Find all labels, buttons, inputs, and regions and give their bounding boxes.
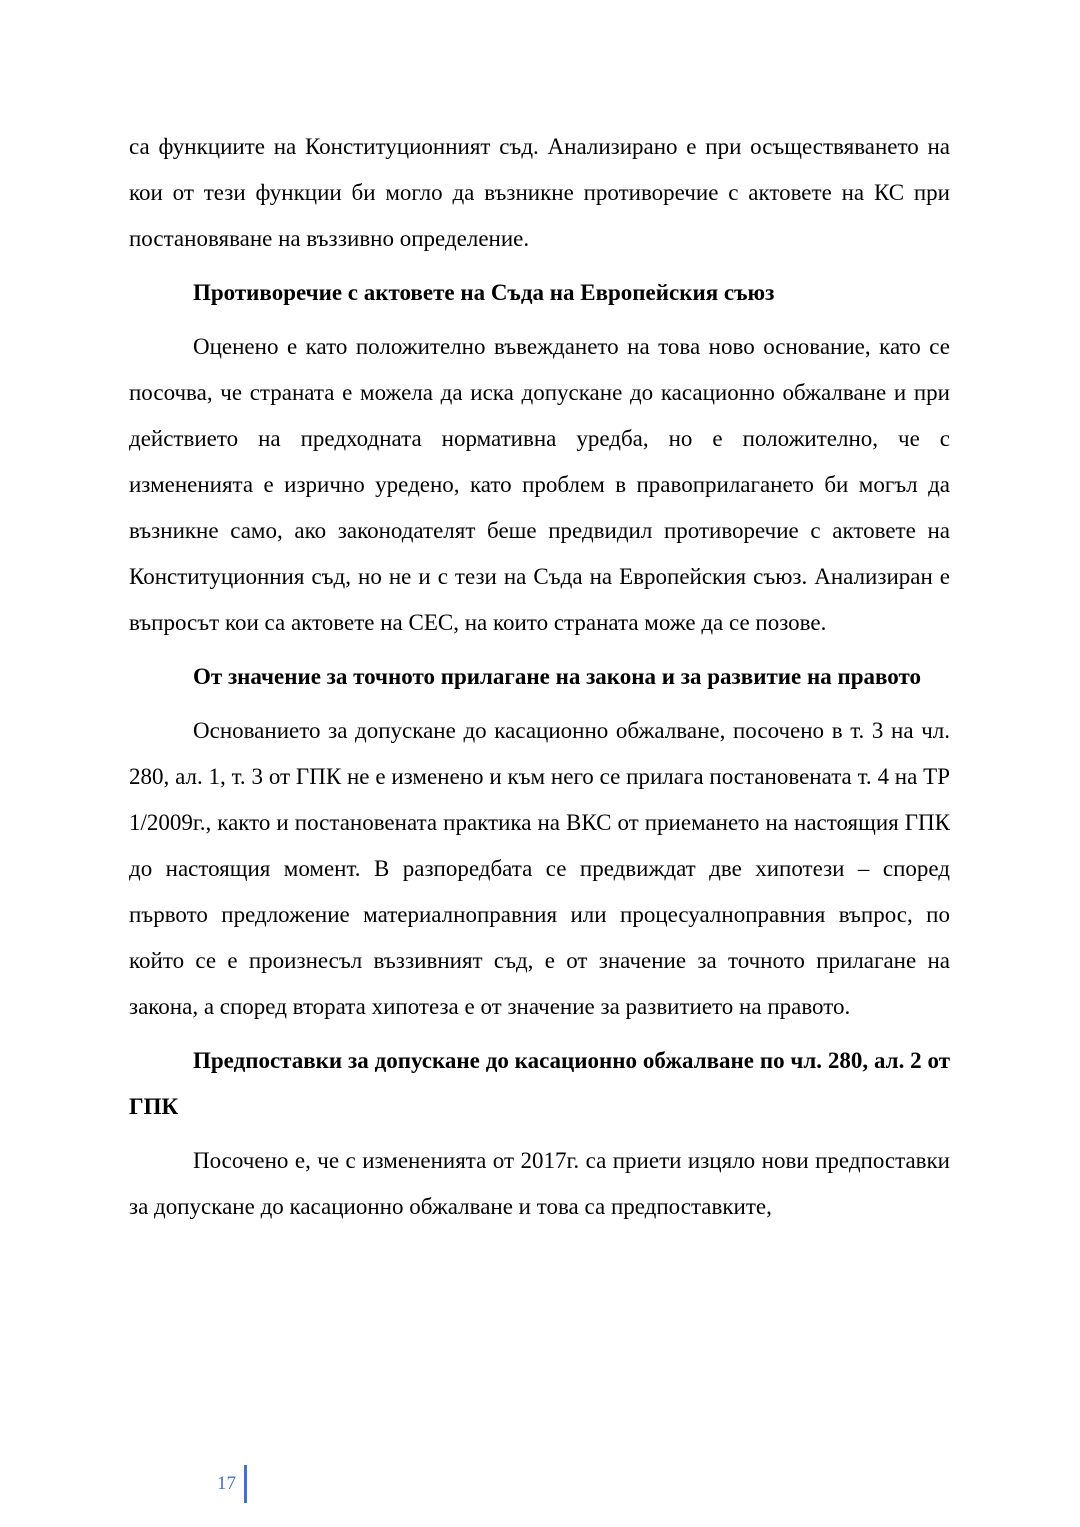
page-body (129, 124, 950, 1230)
section-paragraph-cassation-prerequisites: Посочено е, че с измененията от 2017г. са приети изцяло нови предпоставки за допускане до касационно обжалване и това са предпоставките, (129, 1148, 950, 1219)
page-footer (217, 1465, 247, 1503)
section-heading-cassation-prerequisites: Предпоставки за допускане до касационно обжалване по чл. 280, ал. 2 от ГПК (129, 1048, 950, 1119)
section-paragraph-eu-court: Оценено е като положително въвеждането на това ново основание, като се посочва, че страната е можела да иска допускане до касационно обжалване и при действието на предходната нормативна уредба, но е положително, че с измененията е изрично уредено, като проблем в правоприлагането би могъл да възникне само, ако законодателят беше предвидил противоречие с актовете на Конституционния съд, но не и с тези на Съда на Европейския съюз. Анализиран е въпросът кои са актовете на СЕС, на които страната може да се позове. (129, 334, 950, 635)
page-number-rule (244, 1465, 247, 1503)
section-heading-eu-court: Противоречие с актовете на Съда на Европейския съюз (193, 280, 775, 305)
section-heading-law-application: От значение за точното прилагане на закона и за развитие на правото (193, 664, 921, 689)
section-paragraph-law-application: Основанието за допускане до касационно обжалване, посочено в т. 3 на чл. 280, ал. 1, т. 3 от ГПК не е изменено и към него се прилага постановената т. 4 на ТР 1/2009г., както и постановената практика на ВКС от приемането на настоящия ГПК до настоящия момент. В разпоредбата се предвиждат две хипотези – според първото предложение материалноправния или процесуалноправния въпрос, по който се е произнесъл въззивният съд, е от значение за точното прилагане на закона, а според втората хипотеза е от значение за развитието на правото. (129, 718, 950, 1019)
intro-paragraph: са функциите на Конституционният съд. Анализирано е при осъществяването на кои от тези функции би могло да възникне противоречие с актовете на КС при постановяване на въззивно определение. (129, 134, 950, 251)
page-number: 17 (217, 1473, 236, 1494)
